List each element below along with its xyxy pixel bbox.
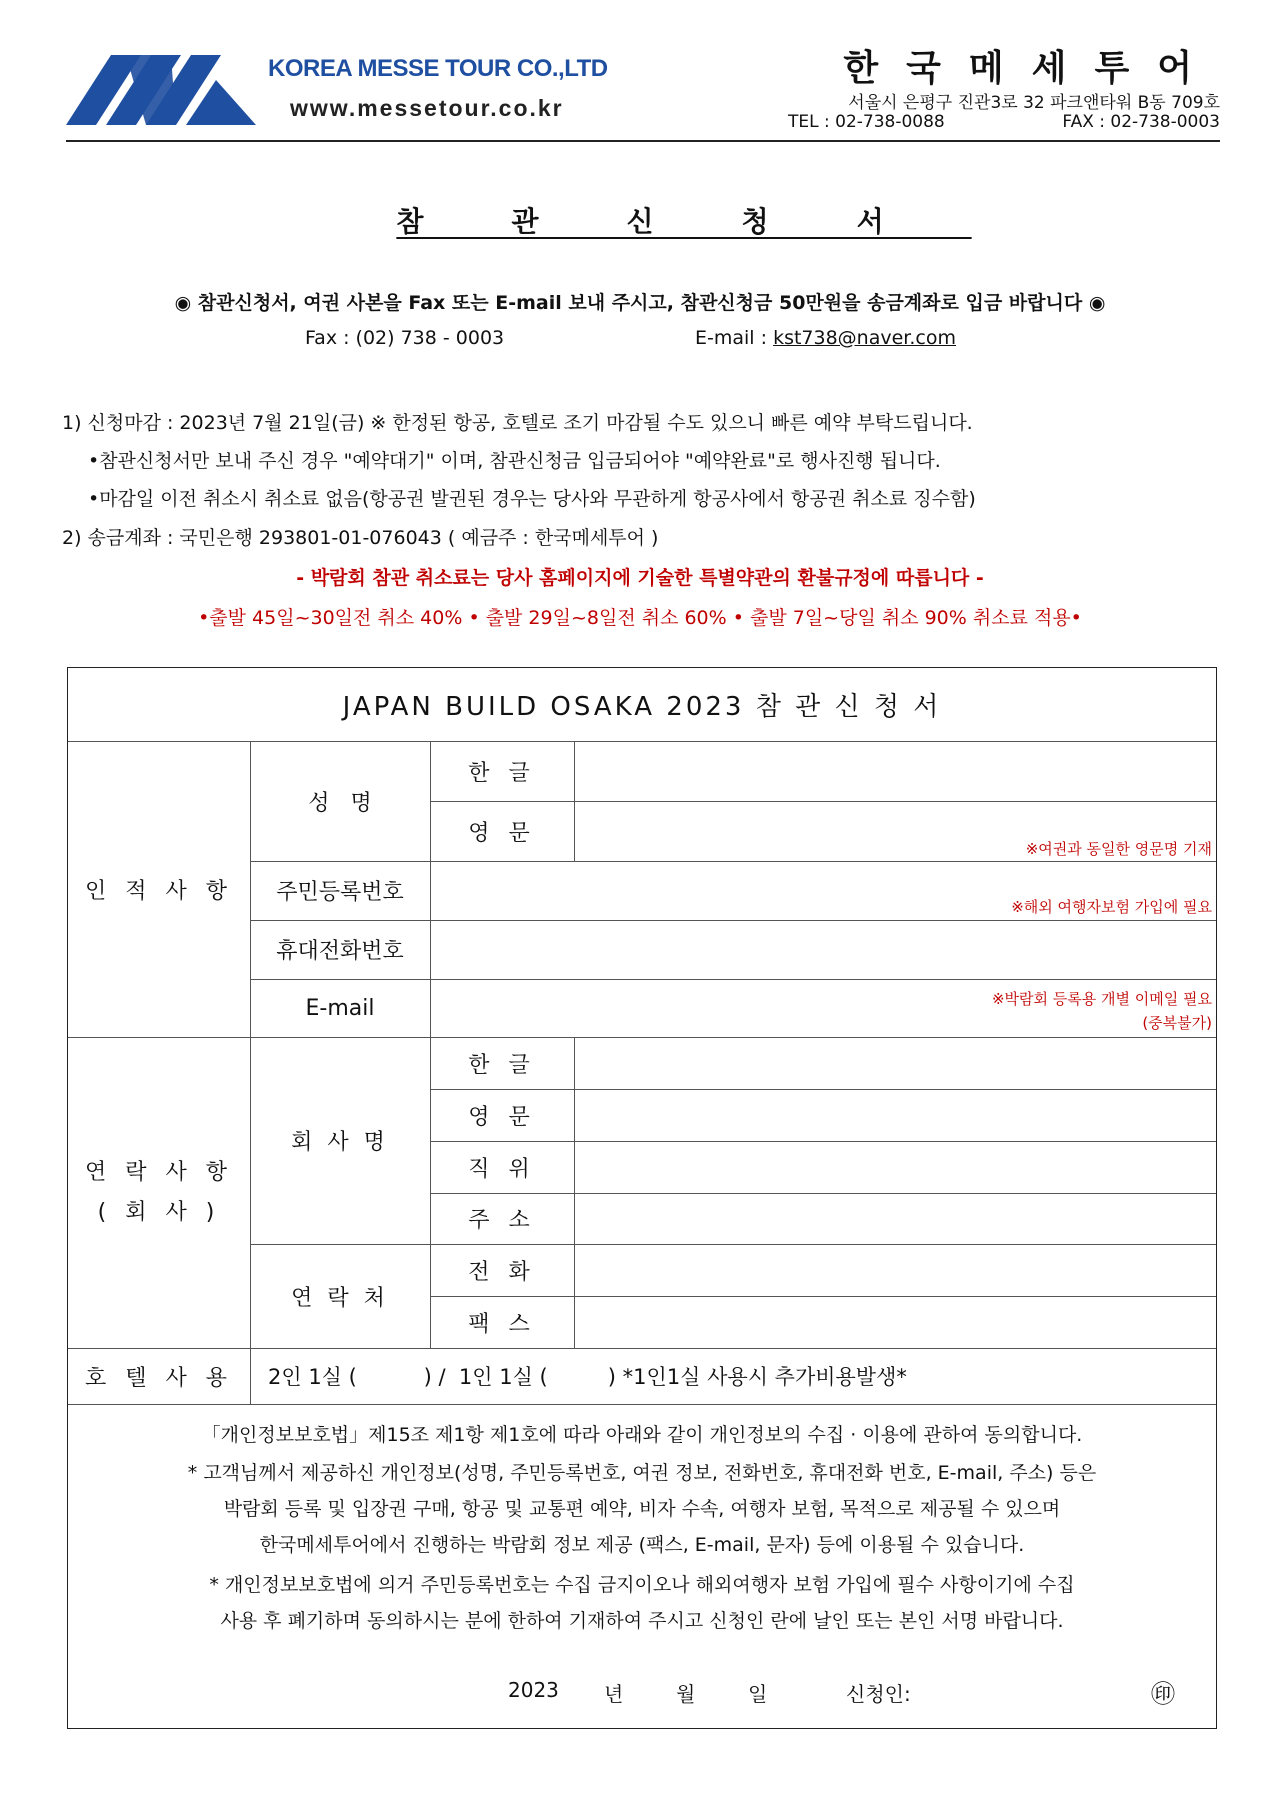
application-form [67,667,1217,1729]
document-title [0,200,1280,240]
email-note: ※박람회 등록용 개별 이메일 필요 [991,990,1212,1008]
rule-bullet-waitlist: •참관신청서만 보내 주신 경우 "예약대기" 이며, 참관신청금 입금되어야 "예약완료"로 행사진행 됩니다. [88,450,941,472]
personal-info-section: 인 적 사 항 [85,878,233,904]
name-english-label: 영 문 [468,820,536,846]
company-korean-field[interactable] [575,1038,1216,1089]
contact-email-link[interactable]: kst738@naver.com [773,327,956,349]
fax-field[interactable] [575,1297,1216,1348]
position-field[interactable] [575,1142,1216,1193]
document-title-text: 참관신청서 [396,205,972,238]
rule-refund: - 박람회 참관 취소료는 당사 홈페이지에 기술한 특별약관의 환불규정에 따릅니다 - [296,567,984,589]
position-label: 직 위 [468,1156,536,1182]
rule-deadline: 1) 신청마감 : 2023년 7월 21일(금) ※ 한정된 항공, 호텔로 조기 마감될 수도 있으니 빠른 예약 부탁드립니다. [62,412,973,434]
name-korean-field[interactable] [575,742,1216,801]
sign-day-unit: 일 [748,1682,768,1706]
phone-label: 전 화 [468,1259,536,1285]
rrn-note: ※해외 여행자보험 가입에 필요 [1011,898,1212,916]
contact-info-section [68,1037,250,1348]
applicant-label: 신청인: [846,1682,911,1706]
contact-fax: Fax : (02) 738 - 0003 [305,327,505,349]
rule-cancel-fees: •출발 45일~30일전 취소 40% • 출발 29일~8일전 취소 60% • 출발 7일~당일 취소 90% 취소료 적용• [198,607,1082,629]
phone-field[interactable] [575,1245,1216,1296]
header-divider [66,140,1220,142]
company-name-ko: 한국메세투어 [843,48,1220,89]
company-website[interactable]: www.messetour.co.kr [290,95,564,121]
contact-email-label: E-mail : [695,327,774,349]
company-name-en: KOREA MESSE TOUR CO.,LTD [268,55,608,82]
consent-line-6: 사용 후 폐기하며 동의하시는 분에 한하여 기재하여 주시고 신청인 란에 날인 또는 본인 서명 바랍니다. [220,1610,1064,1632]
rrn-label: 주민등록번호 [276,880,404,905]
hotel-options[interactable]: 2인 1실 ( ) / 1인 1실 ( ) *1인1실 사용시 추가비용발생* [268,1365,907,1389]
form-title: JAPAN BUILD OSAKA 2023 참 관 신 청 서 [342,692,942,722]
consent-line-2: * 고객님께서 제공하신 개인정보(성명, 주민등록번호, 여권 정보, 전화번호, 휴대전화 번호, E-mail, 주소) 등은 [187,1462,1097,1484]
contact-number-label: 연 락 처 [291,1285,389,1311]
hotel-label: 호 텔 사 용 [85,1365,233,1391]
name-label: 성 명 [308,790,372,816]
consent-line-3: 박람회 등록 및 입장권 구매, 항공 및 교통편 예약, 비자 수속, 여행자 보험, 목적으로 제공될 수 있으며 [223,1498,1061,1520]
company-korean-label: 한 글 [468,1052,536,1078]
consent-line-4: 한국메세투어에서 진행하는 박람회 정보 제공 (팩스, E-mail, 문자) 등에 이용될 수 있습니다. [259,1534,1025,1556]
contact-section-title: 연 락 사 항 [85,1159,233,1185]
sign-month-unit: 월 [676,1682,696,1706]
consent-line-5: * 개인정보보호법에 의거 주민등록번호는 수집 금지이오나 해외여행자 보험 가입에 필수 사항이기에 수집 [209,1574,1075,1596]
contact-section-subtitle: ( 회 사 ) [97,1199,221,1225]
sign-year: 2023 [508,1678,559,1702]
rule-bullet-cancel: •마감일 이전 취소시 취소료 없음(항공권 발권된 경우는 당사와 무관하게 항공사에서 항공권 취소료 징수함) [88,488,976,510]
company-address: 서울시 은평구 진관3로 32 파크앤타워 B동 709호 [848,93,1220,113]
email-label: E-mail [305,995,375,1021]
mobile-label: 휴대전화번호 [276,939,404,964]
sign-year-unit: 년 [604,1682,624,1706]
address-label: 주 소 [468,1208,536,1233]
email-note-duplicate: (중복불가) [1142,1014,1212,1032]
contact-email [695,327,956,349]
consent-line-1: 「개인정보보호법」제15조 제1항 제1호에 따라 아래와 같이 개인정보의 수집 · 이용에 관하여 동의합니다. [201,1424,1083,1446]
rule-account: 2) 송금계좌 : 국민은행 293801-01-076043 ( 예금주 : 한국메세투어 ) [62,527,659,549]
seal-mark[interactable]: ㊞ [1151,1680,1175,1708]
company-tel: TEL : 02-738-0088 [788,112,945,132]
submission-notice: ◉ 참관신청서, 여권 사본을 Fax 또는 E-mail 보내 주시고, 참관신청금 50만원을 송금계좌로 입금 바랍니다 ◉ [174,292,1106,314]
address-field[interactable] [575,1194,1216,1244]
company-english-field[interactable] [575,1090,1216,1141]
passport-name-note: ※여권과 동일한 영문명 기재 [1025,840,1212,858]
company-label: 회 사 명 [291,1130,389,1155]
company-logo [66,55,256,125]
name-korean-label: 한 글 [468,760,536,786]
fax-label: 팩 스 [468,1311,536,1337]
mobile-field[interactable] [431,921,1216,979]
company-fax: FAX : 02-738-0003 [1062,112,1220,132]
company-english-label: 영 문 [468,1104,536,1130]
